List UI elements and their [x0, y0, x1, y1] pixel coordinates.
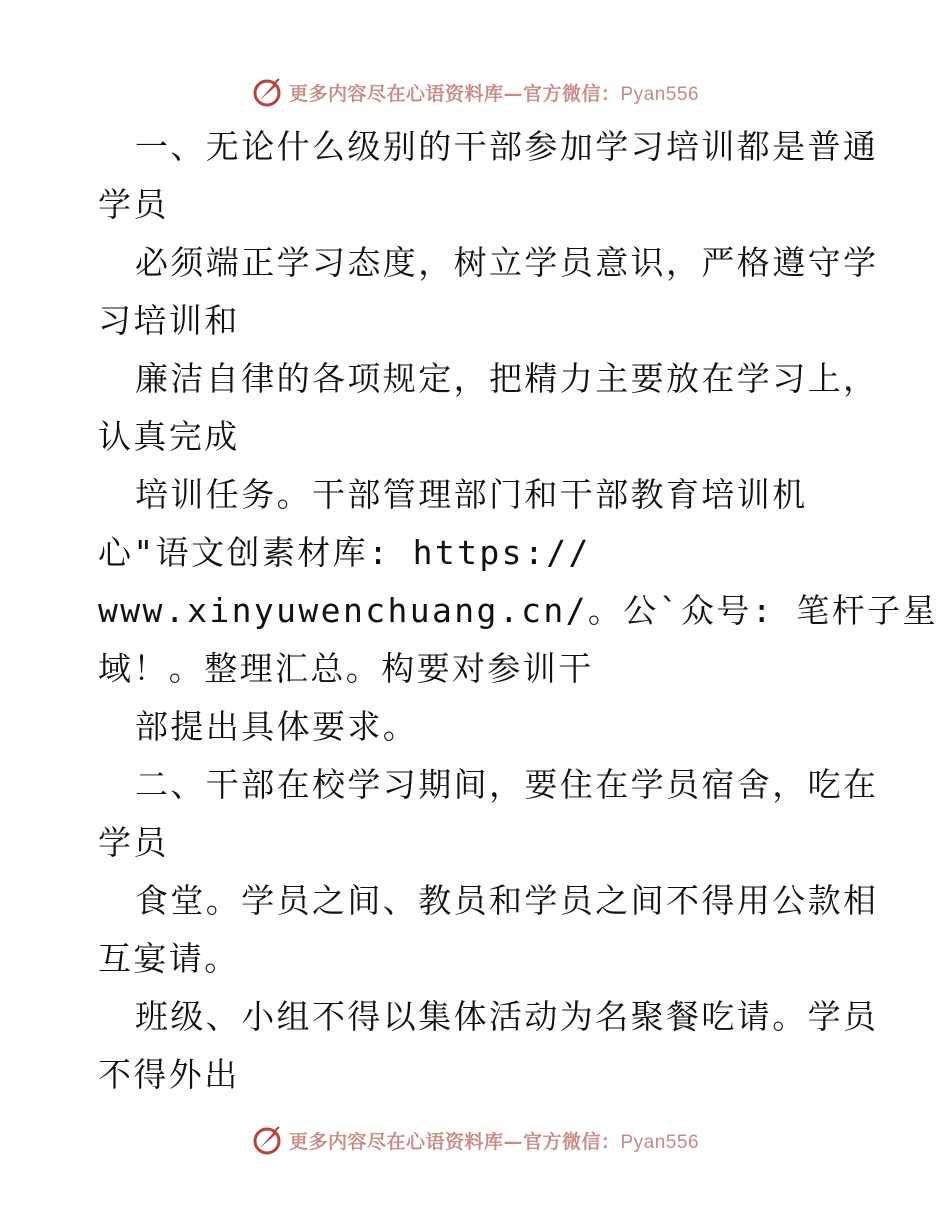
text-line: 学员 — [98, 823, 169, 862]
header-banner-text: 更多内容尽在心语资料库—官方微信：Pyan556 — [288, 82, 700, 105]
header-banner — [0, 70, 950, 114]
text-line: 一、无论什么级别的干部参加学习培训都是普通 — [135, 127, 879, 166]
text-line: 不得外出 — [98, 1055, 240, 1094]
text-line: www.xinyuwenchuang.cn/。公`众号: 笔杆子星 — [98, 591, 938, 630]
text-line: 认真完成 — [98, 417, 240, 456]
text-line: 部提出具体要求。 — [135, 707, 419, 746]
text-line: 班级、小组不得以集体活动为名聚餐吃请。学员 — [135, 997, 879, 1036]
footer-banner-text: 更多内容尽在心语资料库—官方微信：Pyan556 — [288, 1130, 700, 1153]
pen-logo-icon — [251, 76, 283, 108]
text-line: 廉洁自律的各项规定，把精力主要放在学习上， — [135, 359, 879, 398]
text-line: 互宴请。 — [98, 939, 240, 978]
document-body — [98, 118, 938, 1104]
text-line: 二、干部在校学习期间，要住在学员宿舍，吃在 — [135, 765, 879, 804]
text-line: 食堂。学员之间、教员和学员之间不得用公款相 — [135, 881, 879, 920]
footer-banner — [0, 1118, 950, 1162]
text-line: 必须端正学习态度，树立学员意识，严格遵守学 — [135, 243, 879, 282]
text-line: 培训任务。干部管理部门和干部教育培训机 — [135, 475, 808, 514]
text-line: 心"语文创素材库: https:// — [98, 533, 591, 572]
text-line: 学员 — [98, 185, 169, 224]
text-line: 习培训和 — [98, 301, 240, 340]
text-line: 域！。整理汇总。构要对参训干 — [98, 649, 594, 688]
pen-logo-icon — [251, 1124, 283, 1156]
